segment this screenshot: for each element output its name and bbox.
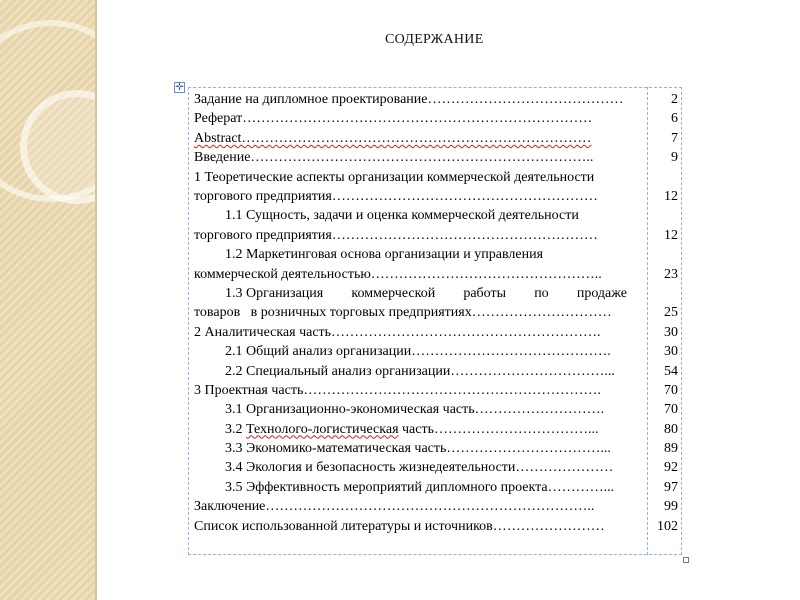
toc-row xyxy=(194,478,678,497)
toc-entry-line2: коммерческой деятельностью………………………………………….. xyxy=(194,266,602,282)
toc-entry-prefix: 3.2 xyxy=(225,421,246,437)
toc-entry-suffix: часть……………………………... xyxy=(398,421,599,437)
toc-entry-text: Реферат………………………………………………………………… xyxy=(194,111,593,127)
toc-word: коммерческой xyxy=(351,285,436,301)
toc-entry-text: Список использованной литературы и источников…………………… xyxy=(194,518,605,534)
toc-row xyxy=(194,381,678,400)
toc-entry-text: 3 Проектная часть………………………………………………………. xyxy=(194,382,601,398)
table-of-contents xyxy=(194,90,678,536)
toc-page-number: 70 xyxy=(664,382,678,398)
toc-entry-text: 3.5 Эффективность мероприятий дипломного проекта…………... xyxy=(225,479,615,495)
toc-page-number: 102 xyxy=(657,518,678,534)
toc-row xyxy=(194,129,678,148)
toc-page-number: 23 xyxy=(664,266,678,282)
toc-row xyxy=(194,109,678,128)
toc-page-number: 12 xyxy=(664,188,678,204)
toc-row xyxy=(194,245,678,284)
toc-row xyxy=(194,517,678,536)
toc-entry-text: 3.1 Организационно-экономическая часть………………………. xyxy=(225,402,605,418)
toc-row xyxy=(194,206,678,245)
toc-page-number: 99 xyxy=(664,499,678,515)
toc-row xyxy=(194,342,678,361)
decorative-side-panel xyxy=(0,0,95,600)
toc-entry-text xyxy=(194,420,639,439)
toc-word: по xyxy=(534,285,549,301)
table-resize-handle[interactable] xyxy=(683,557,689,563)
toc-entry-text: 3.3 Экономико-математическая часть……………………………... xyxy=(225,441,611,457)
toc-row xyxy=(194,90,678,109)
toc-row xyxy=(194,168,678,207)
toc-page-number: 25 xyxy=(664,305,678,321)
toc-page-number: 30 xyxy=(664,324,678,340)
toc-page-number: 6 xyxy=(671,111,678,127)
toc-entry-text: 3.4 Экология и безопасность жизнедеятельности………………… xyxy=(225,460,614,476)
toc-word: продаже xyxy=(576,285,627,301)
toc-entry-text: 2 Аналитическая часть…………………………………………………. xyxy=(194,324,601,340)
toc-entry-text: Заключение…………………………………………………………….. xyxy=(194,499,595,515)
toc-word: работы xyxy=(463,285,507,301)
toc-page-number: 7 xyxy=(671,130,678,146)
table-move-handle-icon[interactable]: ✛ xyxy=(175,82,184,93)
toc-page-number: 9 xyxy=(671,150,678,166)
toc-entry-line1: 1.2 Маркетинговая основа организации и управления xyxy=(225,247,544,263)
toc-page-number: 80 xyxy=(664,421,678,437)
toc-page-number: 97 xyxy=(664,479,678,495)
toc-entry-line1: 1.1 Сущность, задачи и оценка коммерческой деятельности xyxy=(225,208,579,224)
toc-entry-line2: торгового предприятия………………………………………………… xyxy=(194,227,598,243)
toc-row xyxy=(194,439,678,458)
toc-entry-line2: товаров в розничных торговых предприятиях………………………… xyxy=(194,305,612,321)
toc-entry-text: 2.1 Общий анализ организации……………………………………. xyxy=(225,344,611,360)
toc-row xyxy=(194,458,678,477)
toc-row xyxy=(194,284,678,323)
toc-entry-text: 2.2 Специальный анализ организации……………………………... xyxy=(225,363,615,379)
toc-row xyxy=(194,362,678,381)
toc-entry-misspelled-word: Технолого-логистическая xyxy=(246,421,399,437)
toc-row xyxy=(194,400,678,419)
toc-entry-line2: торгового предприятия………………………………………………… xyxy=(194,188,598,204)
toc-row xyxy=(194,323,678,342)
toc-entry-line1 xyxy=(225,284,627,303)
toc-page-number: 12 xyxy=(664,227,678,243)
toc-page-number: 70 xyxy=(664,402,678,418)
toc-page-number: 54 xyxy=(664,363,678,379)
toc-page-number: 89 xyxy=(664,441,678,457)
toc-entry-line1: 1 Теоретические аспекты организации коммерческой деятельности xyxy=(194,169,595,185)
toc-entry-text: Введение……………………………………………………………….. xyxy=(194,150,594,166)
toc-word: 1.3 Организация xyxy=(225,285,324,301)
toc-page-number: 30 xyxy=(664,344,678,360)
panel-divider xyxy=(95,0,97,600)
toc-row xyxy=(194,148,678,167)
toc-entry-text: Abstract………………………………………………………………… xyxy=(194,130,592,146)
toc-row xyxy=(194,497,678,516)
toc-row xyxy=(194,420,678,439)
toc-entry-text: Задание на дипломное проектирование…………………………………… xyxy=(194,92,624,107)
page-title: СОДЕРЖАНИЕ xyxy=(385,32,484,47)
toc-page-number: 2 xyxy=(671,91,678,107)
toc-page-number: 92 xyxy=(664,460,678,476)
